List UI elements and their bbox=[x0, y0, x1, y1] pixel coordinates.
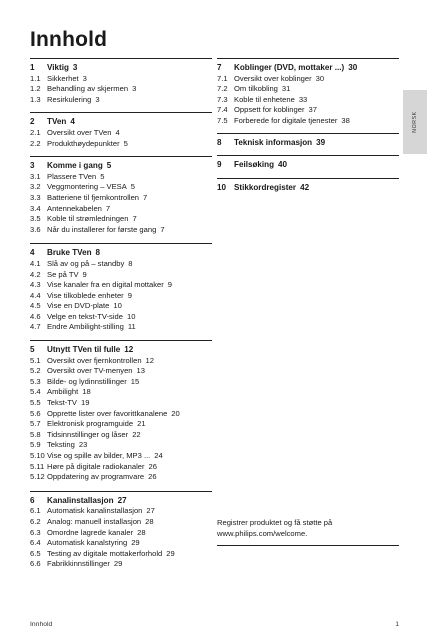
section-page: 5 bbox=[106, 161, 112, 171]
entry-page: 11 bbox=[127, 322, 136, 332]
toc-entry[interactable] bbox=[30, 182, 212, 193]
entry-page: 27 bbox=[146, 506, 155, 516]
section-number: 9 bbox=[217, 160, 222, 170]
section-number: 3 bbox=[30, 161, 35, 171]
toc-entry[interactable] bbox=[30, 204, 212, 215]
toc-entry[interactable] bbox=[30, 366, 212, 377]
toc-entry[interactable] bbox=[30, 259, 212, 270]
entry-page: 22 bbox=[132, 429, 141, 439]
entry-number: 5.5 bbox=[30, 398, 41, 408]
toc-entry[interactable] bbox=[30, 95, 212, 106]
entry-title: Slå av og på – standby bbox=[47, 258, 125, 268]
section-title: Teknisk informasjon bbox=[234, 137, 313, 147]
toc-entry[interactable] bbox=[30, 506, 212, 517]
section-page: 12 bbox=[124, 345, 134, 355]
section-page: 27 bbox=[117, 495, 127, 505]
entry-page: 3 bbox=[132, 84, 137, 94]
toc-entry[interactable] bbox=[30, 538, 212, 549]
entry-page: 24 bbox=[154, 451, 163, 460]
toc-section bbox=[30, 156, 212, 235]
toc-entry[interactable] bbox=[30, 74, 212, 85]
section-number: 5 bbox=[30, 345, 35, 355]
entry-page: 7 bbox=[143, 192, 148, 202]
footer-page-number: 1 bbox=[395, 621, 399, 628]
entry-page: 29 bbox=[113, 559, 123, 569]
toc-entry[interactable] bbox=[30, 193, 212, 204]
entry-page: 5 bbox=[123, 138, 128, 148]
footer-section-name: Innhold bbox=[30, 621, 53, 628]
section-page: 40 bbox=[278, 160, 288, 170]
section-title: Kanalinstallasjon bbox=[47, 495, 114, 505]
entry-title: Automatisk kanalstyring bbox=[47, 538, 128, 548]
toc-section bbox=[30, 112, 212, 149]
entry-number: 6.5 bbox=[30, 548, 41, 558]
section-page: 4 bbox=[70, 117, 75, 127]
entry-number: 7.3 bbox=[217, 94, 228, 104]
toc-right-column bbox=[217, 58, 399, 193]
page-title: Innhold bbox=[30, 28, 108, 51]
entry-page: 29 bbox=[166, 548, 175, 558]
toc-entry[interactable] bbox=[30, 139, 212, 150]
entry-number: 6.6 bbox=[30, 559, 41, 569]
entry-page: 8 bbox=[128, 258, 133, 268]
toc-entry[interactable] bbox=[217, 95, 399, 106]
section-page: 3 bbox=[72, 63, 78, 72]
entry-number: 5.4 bbox=[30, 387, 41, 397]
entry-title: Omordne lagrede kanaler bbox=[47, 527, 134, 537]
toc-entry[interactable] bbox=[217, 105, 399, 116]
toc-entry[interactable] bbox=[217, 116, 399, 127]
entry-number: 5.8 bbox=[30, 429, 41, 439]
toc-section bbox=[30, 491, 212, 570]
toc-entry[interactable] bbox=[30, 398, 212, 409]
entry-page: 18 bbox=[82, 387, 91, 397]
entry-number: 4.7 bbox=[30, 322, 41, 332]
entry-number: 5.7 bbox=[30, 419, 41, 429]
section-title: Viktig bbox=[47, 63, 69, 72]
toc-entry[interactable] bbox=[30, 409, 212, 420]
entry-number: 1.2 bbox=[30, 84, 41, 94]
entry-title: Ambilight bbox=[47, 387, 79, 397]
entry-number: 5.1 bbox=[30, 355, 41, 365]
entry-number: 5.10 bbox=[30, 451, 45, 460]
entry-title: Vise tilkoblede enheter bbox=[47, 290, 124, 300]
section-title: Utnytt TVen til fulle bbox=[47, 345, 121, 355]
entry-number: 3.2 bbox=[30, 182, 41, 192]
section-title: Stikkordregister bbox=[234, 182, 297, 192]
section-page: 39 bbox=[316, 137, 326, 147]
language-tab-label: NORSK bbox=[412, 111, 418, 133]
entry-page: 38 bbox=[341, 115, 350, 125]
toc-entry[interactable] bbox=[217, 84, 399, 95]
entry-number: 6.1 bbox=[30, 506, 41, 516]
entry-number: 3.4 bbox=[30, 203, 41, 213]
toc-entry[interactable] bbox=[30, 84, 212, 95]
toc-entry[interactable] bbox=[30, 214, 212, 225]
entry-page: 28 bbox=[137, 527, 146, 537]
toc-entry[interactable] bbox=[30, 280, 212, 291]
toc-entry[interactable] bbox=[30, 356, 212, 367]
entry-page: 13 bbox=[136, 366, 145, 376]
toc-entry[interactable] bbox=[30, 451, 212, 462]
entry-page: 26 bbox=[148, 461, 157, 471]
toc-section-heading[interactable] bbox=[30, 345, 212, 356]
entry-page: 15 bbox=[130, 376, 140, 386]
toc-entry[interactable] bbox=[30, 419, 212, 430]
entry-number: 3.1 bbox=[30, 171, 41, 181]
toc-section bbox=[217, 155, 399, 171]
entry-title: Opprette lister over favorittkanalene bbox=[47, 408, 168, 418]
toc-entry[interactable] bbox=[30, 462, 212, 473]
toc-section-heading[interactable] bbox=[30, 117, 212, 128]
section-number: 1 bbox=[30, 63, 35, 72]
toc-section bbox=[217, 178, 399, 194]
entry-number: 1.1 bbox=[30, 73, 41, 83]
entry-page: 26 bbox=[148, 472, 157, 482]
section-page: 30 bbox=[348, 63, 358, 72]
entry-number: 4.1 bbox=[30, 258, 41, 268]
entry-title: Oversikt over TV-menyen bbox=[47, 366, 133, 376]
section-number: 6 bbox=[30, 495, 35, 505]
entry-title: Elektronisk programguide bbox=[47, 419, 134, 429]
toc-section bbox=[30, 243, 212, 333]
toc-entry[interactable] bbox=[30, 377, 212, 388]
section-number: 10 bbox=[217, 182, 227, 192]
entry-title: Når du installerer for første gang bbox=[47, 224, 157, 234]
entry-page: 10 bbox=[126, 311, 136, 321]
entry-title: Høre på digitale radiokanaler bbox=[47, 461, 145, 471]
entry-number: 5.9 bbox=[30, 440, 41, 450]
entry-title: Fabrikkinnstillinger bbox=[47, 559, 110, 569]
entry-page: 12 bbox=[145, 355, 154, 365]
entry-page: 7 bbox=[160, 224, 165, 234]
toc-section-heading[interactable] bbox=[217, 183, 399, 194]
toc-section bbox=[30, 340, 212, 483]
entry-number: 5.6 bbox=[30, 408, 41, 418]
entry-title: Endre Ambilight-stilling bbox=[47, 322, 124, 332]
toc-entry[interactable] bbox=[30, 225, 212, 236]
section-page: 42 bbox=[300, 182, 310, 192]
section-title: Komme i gang bbox=[47, 161, 103, 171]
entry-page: 9 bbox=[127, 290, 132, 300]
entry-number: 4.2 bbox=[30, 269, 41, 279]
entry-number: 4.5 bbox=[30, 301, 41, 311]
toc-section-heading[interactable] bbox=[30, 63, 212, 74]
entry-title: Vise og spille av bilder, MP3 ... bbox=[47, 451, 151, 460]
entry-page: 28 bbox=[145, 516, 154, 526]
toc-entry[interactable] bbox=[30, 322, 212, 333]
entry-number: 5.3 bbox=[30, 376, 41, 386]
toc-section bbox=[217, 133, 399, 149]
toc-section-heading[interactable] bbox=[30, 161, 212, 172]
entry-number: 3.5 bbox=[30, 214, 41, 224]
entry-title: Velge en tekst-TV-side bbox=[47, 311, 123, 321]
entry-title: Behandling av skjermen bbox=[47, 84, 129, 94]
entry-page: 33 bbox=[298, 94, 308, 104]
section-number: 7 bbox=[217, 63, 222, 72]
toc-section-heading[interactable] bbox=[30, 496, 212, 507]
entry-title: Vise kanaler fra en digital mottaker bbox=[47, 280, 164, 290]
entry-title: Om tilkobling bbox=[234, 84, 278, 94]
entry-number: 6.3 bbox=[30, 527, 41, 537]
entry-title: Veggmontering – VESA bbox=[47, 182, 127, 192]
entry-number: 6.4 bbox=[30, 538, 41, 548]
entry-title: Oversikt over koblinger bbox=[234, 73, 312, 83]
toc-left-column bbox=[30, 58, 212, 570]
entry-number: 5.2 bbox=[30, 366, 41, 376]
toc-entry[interactable] bbox=[30, 301, 212, 312]
entry-page: 4 bbox=[115, 127, 120, 137]
entry-page: 23 bbox=[78, 440, 88, 450]
toc-section bbox=[30, 58, 212, 105]
entry-title: Bilde- og lydinnstillinger bbox=[47, 376, 127, 386]
entry-title: Antennekabelen bbox=[47, 203, 102, 213]
toc-entry[interactable] bbox=[30, 291, 212, 302]
entry-title: Testing av digitale mottakerforhold bbox=[47, 548, 163, 558]
entry-number: 2.1 bbox=[30, 127, 41, 137]
entry-number: 2.2 bbox=[30, 138, 41, 148]
toc-entry[interactable] bbox=[30, 440, 212, 451]
entry-page: 5 bbox=[130, 182, 136, 192]
toc-section-heading[interactable] bbox=[30, 248, 212, 259]
entry-title: Oversikt over fjernkontrollen bbox=[47, 355, 142, 365]
entry-title: Automatisk kanalinstallasjon bbox=[47, 506, 143, 516]
toc-entry[interactable] bbox=[30, 312, 212, 323]
entry-title: Batteriene til fjernkontrollen bbox=[47, 192, 140, 202]
entry-number: 6.2 bbox=[30, 516, 41, 526]
entry-page: 3 bbox=[95, 94, 100, 104]
toc-section bbox=[217, 58, 399, 127]
entry-title: Tekst-TV bbox=[47, 398, 77, 408]
section-title: Feilsøking bbox=[234, 160, 275, 170]
entry-number: 7.4 bbox=[217, 105, 228, 115]
entry-title: Koble til strømledningen bbox=[47, 214, 129, 224]
entry-page: 7 bbox=[132, 214, 137, 224]
section-number: 4 bbox=[30, 248, 35, 258]
entry-number: 4.6 bbox=[30, 311, 41, 321]
entry-number: 4.4 bbox=[30, 290, 41, 300]
entry-title: Se på TV bbox=[47, 269, 79, 279]
entry-number: 7.2 bbox=[217, 84, 228, 94]
toc-entry[interactable] bbox=[30, 172, 212, 183]
toc-entry[interactable] bbox=[30, 559, 212, 570]
entry-title: Oppdatering av programvare bbox=[47, 472, 145, 482]
section-page: 8 bbox=[95, 248, 101, 258]
entry-page: 20 bbox=[171, 408, 180, 418]
entry-title: Tidsinnstillinger og låser bbox=[47, 429, 129, 439]
entry-page: 7 bbox=[105, 203, 111, 213]
entry-page: 31 bbox=[281, 84, 291, 94]
entry-number: 5.12 bbox=[30, 472, 45, 482]
entry-page: 21 bbox=[137, 419, 146, 429]
section-title: Bruke TVen bbox=[47, 248, 92, 258]
entry-title: Produkthøydepunkter bbox=[47, 138, 120, 148]
entry-title: Resirkulering bbox=[47, 94, 92, 104]
toc-entry[interactable] bbox=[217, 74, 399, 85]
entry-title: Koble til enhetene bbox=[234, 94, 295, 104]
entry-page: 5 bbox=[100, 171, 105, 181]
entry-number: 7.5 bbox=[217, 115, 228, 125]
section-number: 8 bbox=[217, 137, 222, 147]
entry-page: 9 bbox=[82, 269, 87, 279]
entry-page: 9 bbox=[167, 280, 173, 290]
register-note: Registrer produktet og få støtte på www.philips.com/welcome. bbox=[217, 517, 399, 546]
entry-title: Oversikt over TVen bbox=[47, 127, 112, 137]
entry-title: Vise en DVD-plate bbox=[47, 301, 110, 311]
entry-number: 3.3 bbox=[30, 192, 41, 202]
language-tab bbox=[403, 90, 427, 154]
entry-title: Plassere TVen bbox=[47, 171, 97, 181]
entry-page: 30 bbox=[315, 73, 325, 83]
section-title: TVen bbox=[47, 117, 67, 127]
entry-title: Oppsett for koblinger bbox=[234, 105, 305, 115]
entry-page: 29 bbox=[131, 538, 140, 548]
toc-entry[interactable] bbox=[30, 549, 212, 560]
section-number: 2 bbox=[30, 117, 35, 127]
entry-title: Sikkerhet bbox=[47, 73, 79, 83]
toc-section-heading[interactable] bbox=[217, 138, 399, 149]
entry-title: Forberede for digitale tjenester bbox=[234, 115, 338, 125]
entry-page: 19 bbox=[80, 398, 90, 408]
entry-title: Analog: manuell installasjon bbox=[47, 516, 142, 526]
toc-entry[interactable] bbox=[30, 270, 212, 281]
toc-entry[interactable] bbox=[30, 128, 212, 139]
section-title: Koblinger (DVD, mottaker ...) bbox=[234, 63, 345, 72]
entry-number: 7.1 bbox=[217, 73, 228, 83]
entry-number: 4.3 bbox=[30, 280, 41, 290]
entry-page: 3 bbox=[82, 73, 87, 83]
entry-page: 37 bbox=[308, 105, 317, 115]
entry-number: 1.3 bbox=[30, 94, 41, 104]
entry-number: 5.11 bbox=[30, 461, 45, 471]
entry-title: Teksting bbox=[47, 440, 75, 450]
toc-entry[interactable] bbox=[30, 387, 212, 398]
toc-entry[interactable] bbox=[30, 528, 212, 539]
toc-entry[interactable] bbox=[30, 430, 212, 441]
toc-entry[interactable] bbox=[30, 472, 212, 483]
toc-section-heading[interactable] bbox=[217, 160, 399, 171]
toc-entry[interactable] bbox=[30, 517, 212, 528]
toc-section-heading[interactable] bbox=[217, 63, 399, 74]
entry-page: 10 bbox=[113, 301, 122, 311]
entry-number: 3.6 bbox=[30, 224, 41, 234]
